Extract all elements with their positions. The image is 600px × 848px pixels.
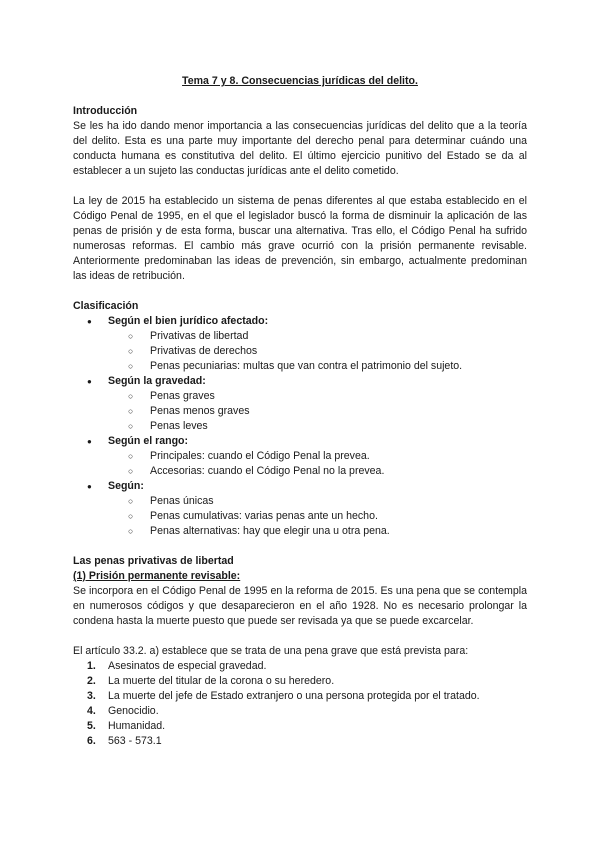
numbered-list [73, 659, 527, 749]
group-label: Según el bien jurídico afectado: [108, 315, 269, 327]
list-number: 6. [87, 735, 96, 747]
privativas-subheading: (1) Prisión permanente revisable: [73, 570, 241, 582]
list-number: 2. [87, 675, 96, 687]
list-item: ○ Penas graves [108, 389, 527, 404]
clasificacion-group [73, 374, 527, 434]
list-item: ○ Penas cumulativas: varias penas ante un hecho. [108, 509, 527, 524]
list-text: Asesinatos de especial gravedad. [108, 660, 267, 672]
list-item: ○ Penas leves [108, 419, 527, 434]
document-content [73, 74, 527, 749]
list-item: ○ Privativas de derechos [108, 344, 527, 359]
intro-paragraph-1: Se les ha ido dando menor importancia a las consecuencias jurídicas del delito que a la teoría del delito. Esta es una parte muy importante del derecho penal para determinar cuándo una conducta humana es constitutiva del delito. El último ejercicio punitivo del Estado se da al establecer a un sujeto las conductas jurídicas ante el delito cometido. [73, 120, 527, 177]
privativas-paragraph-2: El artículo 33.2. a) establece que se trata de una pena grave que está prevista para: [73, 645, 469, 657]
list-text: La muerte del titular de la corona o su heredero. [108, 675, 335, 687]
list-item [73, 674, 527, 689]
list-item: ○ Penas pecuniarias: multas que van contra el patrimonio del sujeto. [108, 359, 527, 374]
list-text: 563 - 573.1 [108, 735, 162, 747]
list-text: La muerte del jefe de Estado extranjero o una persona protegida por el tratado. [108, 690, 480, 702]
clasificacion-group [73, 314, 527, 374]
list-number: 3. [87, 690, 96, 702]
clasificacion-group [73, 434, 527, 479]
clasificacion-heading: Clasificación [73, 300, 139, 312]
list-item: ○ Accesorias: cuando el Código Penal no la prevea. [108, 464, 527, 479]
list-number: 1. [87, 660, 96, 672]
privativas-heading: Las penas privativas de libertad [73, 555, 234, 567]
list-number: 5. [87, 720, 96, 732]
list-number: 4. [87, 705, 96, 717]
group-label: Según: [108, 480, 144, 492]
list-item [73, 689, 527, 704]
list-item: ○ Penas menos graves [108, 404, 527, 419]
intro-heading: Introducción [73, 105, 138, 117]
list-item [73, 719, 527, 734]
list-item [73, 704, 527, 719]
privativas-paragraph-1: Se incorpora en el Código Penal de 1995 en la reforma de 2015. Es una pena que se contempla en numerosos códigos y que desaparecieron en el año 1928. No es necesario prolongar la condena hasta la muerte puesto que puede ser revisada ya que se puede excarcelar. [73, 585, 527, 627]
list-item: ○ Principales: cuando el Código Penal la prevea. [108, 449, 527, 464]
group-label: Según el rango: [108, 435, 189, 447]
group-label: Según la gravedad: [108, 375, 206, 387]
list-item: ○ Privativas de libertad [108, 329, 527, 344]
list-item [73, 659, 527, 674]
clasificacion-list [73, 314, 527, 539]
list-text: Humanidad. [108, 720, 166, 732]
page-title: Tema 7 y 8. Consecuencias jurídicas del delito. [182, 75, 418, 87]
clasificacion-group [73, 479, 527, 539]
list-item [73, 734, 527, 749]
list-item: ○ Penas únicas [108, 494, 527, 509]
intro-paragraph-2: La ley de 2015 ha establecido un sistema de penas diferentes al que estaba establecido en el Código Penal de 1995, en el que el legislador buscó la forma de disminuir la aplicación de las penas de prisión y de esta forma, buscar una alternativa. Tras ello, el Código Penal ha sufrido numerosas reformas. El cambio más grave ocurrió con la prisión permanente revisable. Anteriormente predominaban las ideas de prevención, sin embargo, actualmente predominan las ideas de retribución. [73, 195, 527, 282]
list-text: Genocidio. [108, 705, 159, 717]
list-item: ○ Penas alternativas: hay que elegir una u otra pena. [108, 524, 527, 539]
